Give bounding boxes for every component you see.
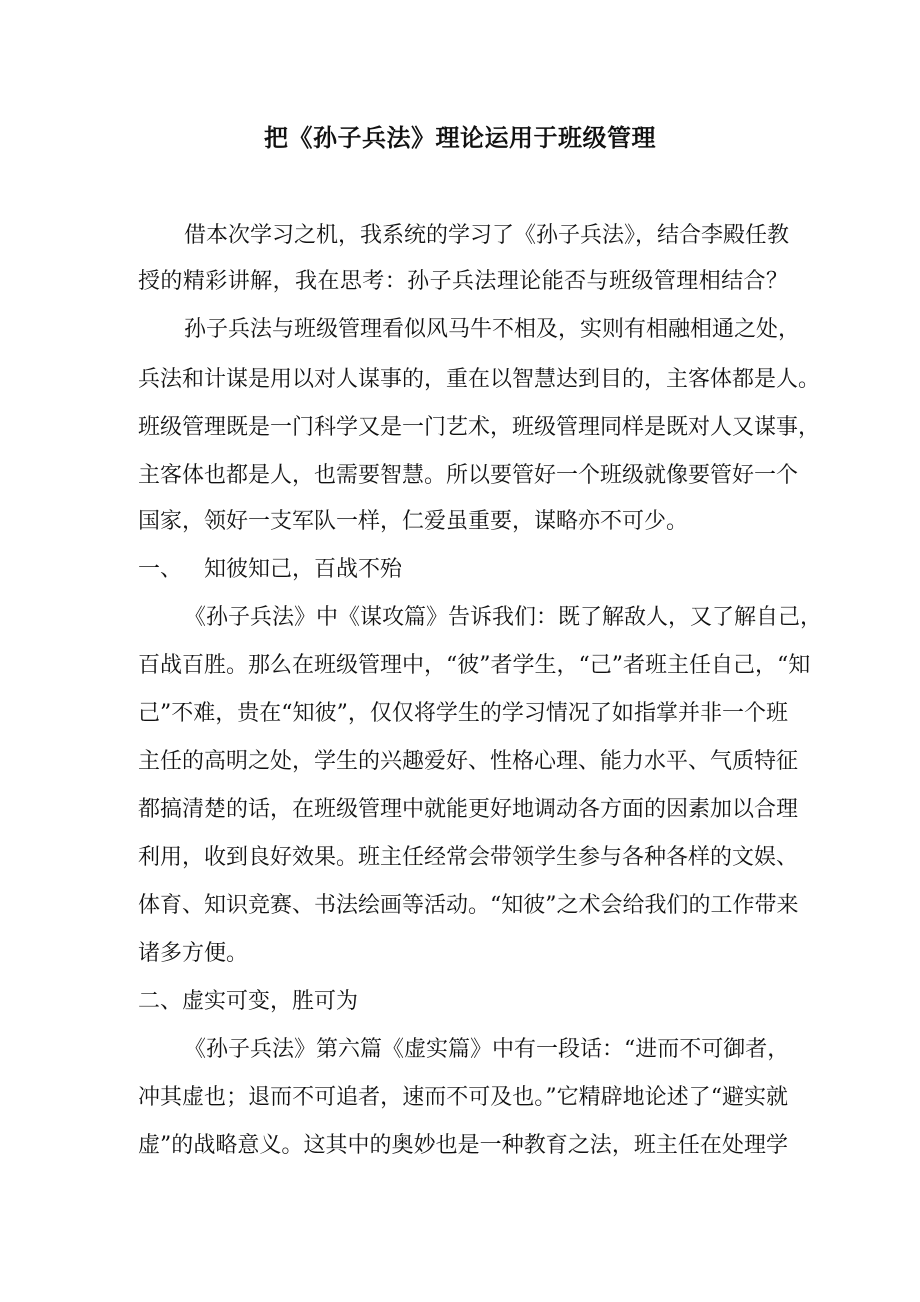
document-title: 把《孙子兵法》理论运用于班级管理 xyxy=(264,124,656,152)
section-1-number: 一、 xyxy=(138,557,183,582)
paragraph-2-line: 主客体也都是人，也需要智慧。所以要管好一个班级就像要管好一个 xyxy=(138,463,799,488)
section-1-line: 《孙子兵法》中《谋攻篇》告诉我们：既了解敌人，又了解自己， xyxy=(184,605,823,630)
section-1-line: 己”不难，贵在“知彼”，仅仅将学生的学习情况了如指掌并非一个班 xyxy=(138,701,788,726)
section-2-line: 冲其虚也；退而不可追者，速而不可及也。”它精辟地论述了“避实就 xyxy=(138,1085,788,1110)
section-1-heading xyxy=(138,550,402,590)
paragraph-2-line: 兵法和计谋是用以对人谋事的，重在以智慧达到目的，主客体都是人。 xyxy=(138,367,821,392)
section-2-line: 虚”的战略意义。这其中的奥妙也是一种教育之法，班主任在处理学 xyxy=(138,1133,788,1158)
paragraph-2-line: 孙子兵法与班级管理看似风马牛不相及，实则有相融相通之处， xyxy=(184,317,801,342)
paragraph-2-line: 国家，领好一支军队一样，仁爱虽重要，谋略亦不可少。 xyxy=(138,509,689,534)
paragraph-2-line: 班级管理既是一门科学又是一门艺术，班级管理同样是既对人又谋事， xyxy=(138,415,821,440)
paragraph-1-line: 借本次学习之机，我系统的学习了《孙子兵法》，结合李殿任教 xyxy=(184,223,790,248)
section-1-line: 百战百胜。那么在班级管理中，“彼”者学生，“己”者班主任自己，“知 xyxy=(138,653,811,678)
section-2-heading: 二、虚实可变，胜可为 xyxy=(138,989,359,1014)
section-1-line: 体育、知识竞赛、书法绘画等活动。“知彼”之术会给我们的工作带来 xyxy=(138,893,799,918)
section-1-line: 利用，收到良好效果。班主任经常会带领学生参与各种各样的文娱、 xyxy=(138,845,799,870)
section-1-line: 诸多方便。 xyxy=(138,941,249,966)
section-1-heading-text: 知彼知己，百战不殆 xyxy=(204,557,403,582)
section-1-line: 都搞清楚的话，在班级管理中就能更好地调动各方面的因素加以合理 xyxy=(138,797,799,822)
section-2-line: 《孙子兵法》第六篇《虚实篇》中有一段话：“进而不可御者， xyxy=(184,1037,790,1062)
section-1-line: 主任的高明之处，学生的兴趣爱好、性格心理、能力水平、气质特征 xyxy=(138,749,799,774)
paragraph-1-line: 授的精彩讲解，我在思考：孙子兵法理论能否与班级管理相结合？ xyxy=(138,269,788,294)
